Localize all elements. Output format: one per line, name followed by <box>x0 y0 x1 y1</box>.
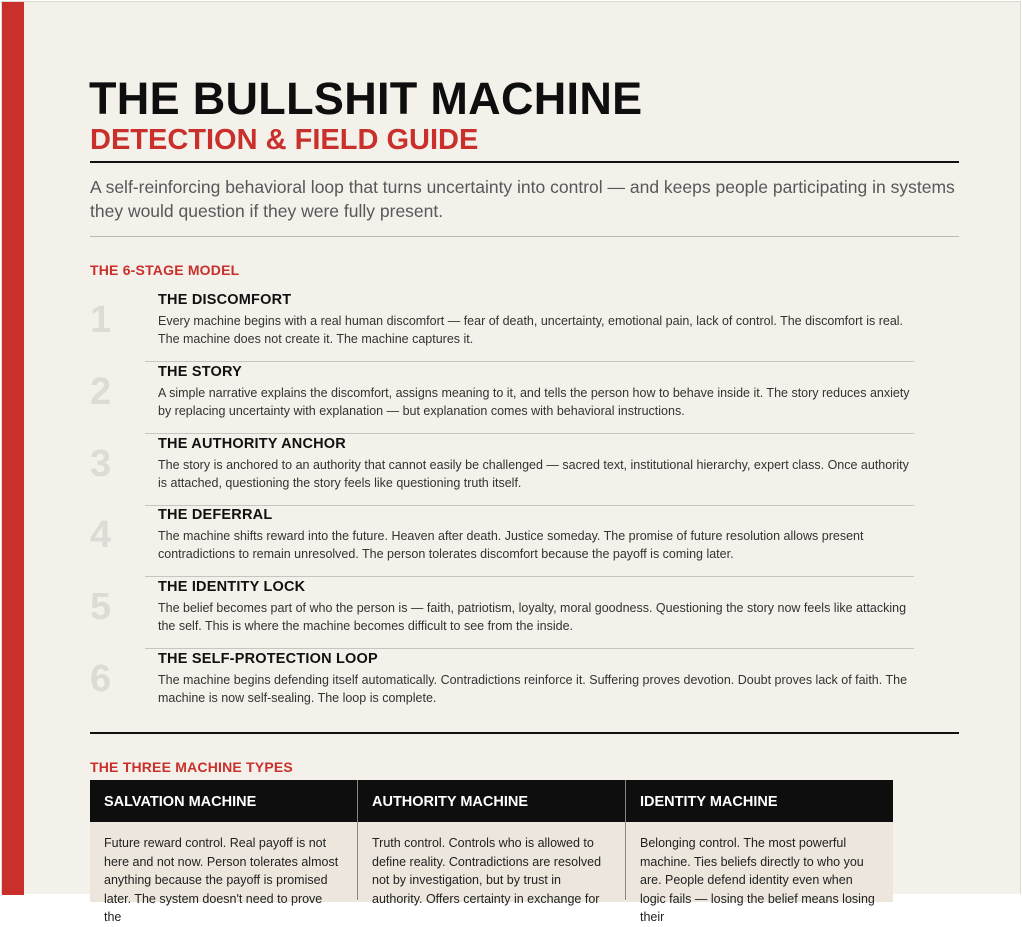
accent-sidebar <box>2 2 24 895</box>
stage-item <box>90 577 914 649</box>
stage-title: THE STORY <box>158 364 242 380</box>
model-divider <box>90 732 959 734</box>
stage-number: 4 <box>90 514 112 556</box>
stage-description: The belief becomes part of who the person is — faith, patriotism, loyalty, moral goodness. Questioning the story now feels like attacking the self. This is where the machine becomes difficult to see from the inside. <box>158 601 907 633</box>
intro-text: A self-reinforcing behavioral loop that turns uncertainty into control — and keeps people participating in systems they would question if they were fully present. <box>90 177 955 221</box>
stage-title: THE DISCOMFORT <box>158 292 292 308</box>
machine-types-table <box>90 780 893 924</box>
stage-description: The machine begins defending itself automatically. Contradictions reinforce it. Suffering proves devotion. Doubt proves lack of faith. The machine is now self-sealing. The loop is complete. <box>158 673 908 705</box>
stage-number: 6 <box>90 658 112 700</box>
machine-type-body: Future reward control. Real payoff is not here and not now. Person tolerates almost anything because the payoff is promised later. The system doesn't need to prove the <box>90 822 357 902</box>
machine-type-title: SALVATION MACHINE <box>90 780 357 822</box>
stage-title: THE DEFERRAL <box>158 507 273 523</box>
page-title: THE BULLSHIT MACHINE <box>89 73 643 124</box>
stage-number: 2 <box>90 371 112 413</box>
machine-type-title: IDENTITY MACHINE <box>626 780 893 822</box>
intro-divider <box>90 236 959 237</box>
stage-number: 5 <box>90 586 112 628</box>
stage-item <box>90 505 914 577</box>
stage-description: The story is anchored to an authority that cannot easily be challenged — sacred text, institutional hierarchy, expert class. Once authority is attached, questioning the story feels like questioning truth itself. <box>158 458 909 490</box>
machine-type-column <box>90 780 357 924</box>
stage-description: The machine shifts reward into the future. Heaven after death. Justice someday. The promise of future resolution allows present contradictions to remain unresolved. The person tolerates discomfort because the payoff is coming later. <box>158 529 864 561</box>
stage-number: 3 <box>90 443 112 485</box>
machine-type-body: Belonging control. The most powerful machine. Ties beliefs directly to who you are. People defend identity even when logic fails — losing the belief means losing their <box>626 822 893 902</box>
stage-description: Every machine begins with a real human discomfort — fear of death, uncertainty, emotional pain, lack of control. The discomfort is real. The machine does not create it. The machine captures it. <box>158 314 904 346</box>
column-divider <box>625 780 626 900</box>
stage-title: THE IDENTITY LOCK <box>158 579 306 595</box>
model-heading: THE 6-STAGE MODEL <box>90 262 240 278</box>
title-divider <box>90 161 959 163</box>
machine-types-heading: THE THREE MACHINE TYPES <box>90 759 293 775</box>
machine-type-column <box>358 780 625 906</box>
stage-title: THE AUTHORITY ANCHOR <box>158 436 346 452</box>
field-guide-page <box>1 1 1021 924</box>
machine-type-column <box>626 780 893 924</box>
page-subtitle: DETECTION & FIELD GUIDE <box>90 124 479 156</box>
stage-description: A simple narrative explains the discomfort, assigns meaning to it, and tells the person how to behave inside it. The story reduces anxiety by replacing uncertainty with explanation — but explanation comes with behavioral instructions. <box>158 386 910 418</box>
stage-number: 1 <box>90 299 112 341</box>
machine-type-title: AUTHORITY MACHINE <box>358 780 625 822</box>
stage-item <box>90 434 914 506</box>
stage-item <box>90 290 914 362</box>
stage-title: THE SELF-PROTECTION LOOP <box>158 651 378 667</box>
stage-item <box>90 362 914 434</box>
stage-item <box>90 649 914 721</box>
machine-type-body: Truth control. Controls who is allowed to define reality. Contradictions are resolved not by investigation, but by trust in authority. Offers certainty in exchange for <box>358 822 625 902</box>
column-divider <box>357 780 358 900</box>
